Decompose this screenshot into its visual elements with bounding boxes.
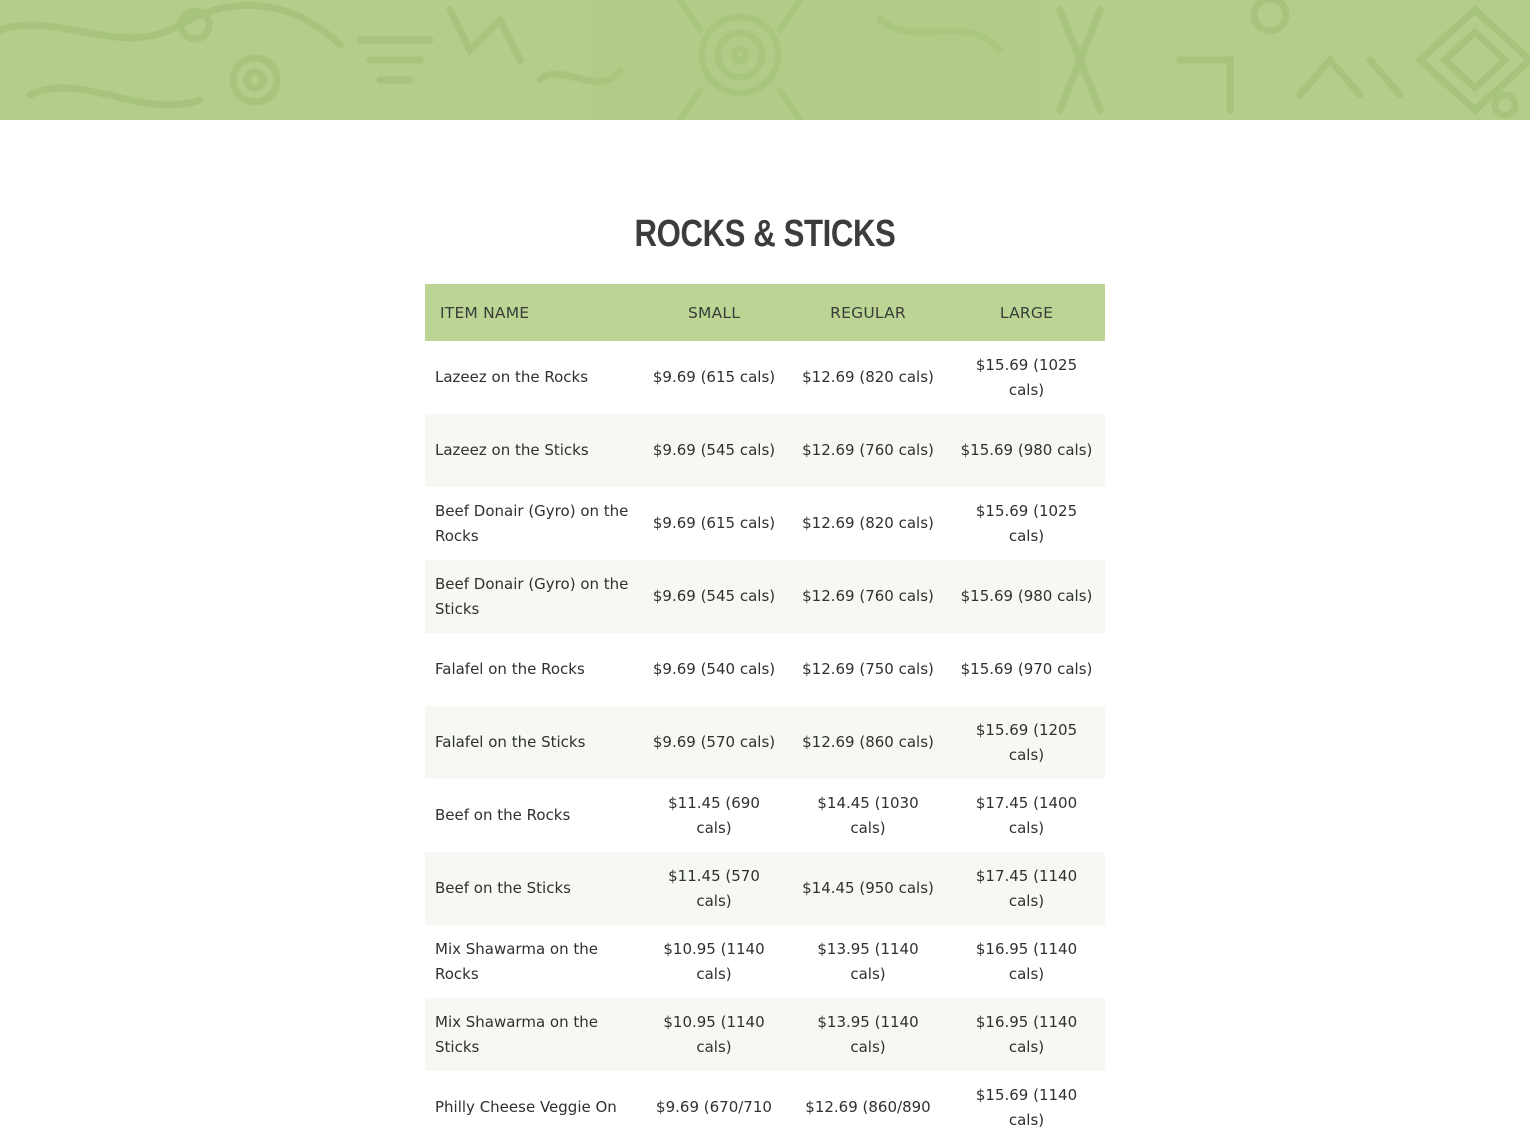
price-small-cell: $9.69 (540 cals) (652, 660, 776, 678)
table-row (425, 487, 1105, 560)
price-small-cell: $9.69 (545 cals) (652, 441, 776, 459)
price-small-cell: $11.45 (570 cals) (668, 866, 760, 910)
table-row (425, 779, 1105, 852)
item-name-cell: Lazeez on the Sticks (435, 441, 589, 459)
table-row (425, 633, 1105, 706)
table-row (425, 1071, 1105, 1144)
table-row (425, 925, 1105, 998)
price-large-cell: $15.69 (1140 cals) (975, 1085, 1078, 1129)
header-item-name: ITEM NAME (440, 303, 530, 322)
table-row (425, 560, 1105, 633)
table-row (425, 414, 1105, 487)
price-regular-cell: $12.69 (860 cals) (802, 733, 934, 751)
price-large-cell: $17.45 (1140 cals) (975, 866, 1078, 910)
floral-pattern-icon (0, 0, 1530, 120)
price-large-cell: $15.69 (980 cals) (960, 441, 1093, 459)
table-body (425, 341, 1105, 1144)
header-regular: REGULAR (830, 303, 906, 322)
price-regular-cell: $13.95 (1140 cals) (817, 939, 919, 983)
table-row (425, 998, 1105, 1071)
price-regular-cell: $13.95 (1140 cals) (817, 1012, 919, 1056)
price-regular-cell: $14.45 (1030 cals) (817, 793, 919, 837)
price-large-cell: $17.45 (1400 cals) (975, 793, 1078, 837)
price-small-cell: $10.95 (1140 cals) (663, 1012, 765, 1056)
price-large-cell: $15.69 (1025 cals) (975, 355, 1078, 399)
price-small-cell: $10.95 (1140 cals) (663, 939, 765, 983)
price-regular-cell: $12.69 (760 cals) (802, 587, 934, 605)
item-name-cell: Lazeez on the Rocks (435, 368, 589, 386)
header-small: SMALL (687, 303, 741, 322)
item-name-cell: Mix Shawarma on the Sticks (435, 1012, 598, 1056)
price-small-cell: $9.69 (545 cals) (652, 587, 776, 605)
price-large-cell: $16.95 (1140 cals) (975, 939, 1078, 983)
item-name-cell: Beef on the Sticks (435, 879, 571, 897)
decorative-banner (0, 0, 1530, 120)
price-regular-cell: $12.69 (820 cals) (802, 514, 934, 532)
table-header (425, 284, 1105, 341)
price-regular-cell: $12.69 (750 cals) (802, 660, 934, 678)
table-row (425, 706, 1105, 779)
price-small-cell: $11.45 (690 cals) (668, 793, 760, 837)
price-regular-cell: $12.69 (760 cals) (802, 441, 934, 459)
menu-table (425, 284, 1105, 1144)
table-row (425, 341, 1105, 414)
item-name-cell: Mix Shawarma on the Rocks (435, 939, 598, 983)
item-name-cell: Beef on the Rocks (435, 806, 571, 824)
price-large-cell: $15.69 (1205 cals) (975, 720, 1078, 764)
item-name-cell: Beef Donair (Gyro) on the Sticks (435, 574, 629, 618)
item-name-cell: Falafel on the Rocks (435, 660, 585, 678)
item-name-cell: Falafel on the Sticks (435, 733, 586, 751)
price-small-cell: $9.69 (570 cals) (652, 733, 776, 751)
section-title: ROCKS & STICKS (634, 213, 896, 255)
price-large-cell: $15.69 (980 cals) (960, 587, 1093, 605)
table-row (425, 852, 1105, 925)
price-regular-cell: $14.45 (950 cals) (802, 879, 934, 897)
price-large-cell: $15.69 (970 cals) (960, 660, 1093, 678)
item-name-cell: Philly Cheese Veggie On (435, 1098, 617, 1116)
price-large-cell: $16.95 (1140 cals) (975, 1012, 1078, 1056)
price-regular-cell: $12.69 (860/890 (805, 1098, 931, 1116)
price-small-cell: $9.69 (670/710 (656, 1098, 772, 1116)
header-large: LARGE (999, 303, 1054, 322)
price-large-cell: $15.69 (1025 cals) (975, 501, 1078, 545)
price-small-cell: $9.69 (615 cals) (652, 368, 776, 386)
item-name-cell: Beef Donair (Gyro) on the Rocks (435, 501, 629, 545)
price-regular-cell: $12.69 (820 cals) (802, 368, 934, 386)
price-small-cell: $9.69 (615 cals) (652, 514, 776, 532)
